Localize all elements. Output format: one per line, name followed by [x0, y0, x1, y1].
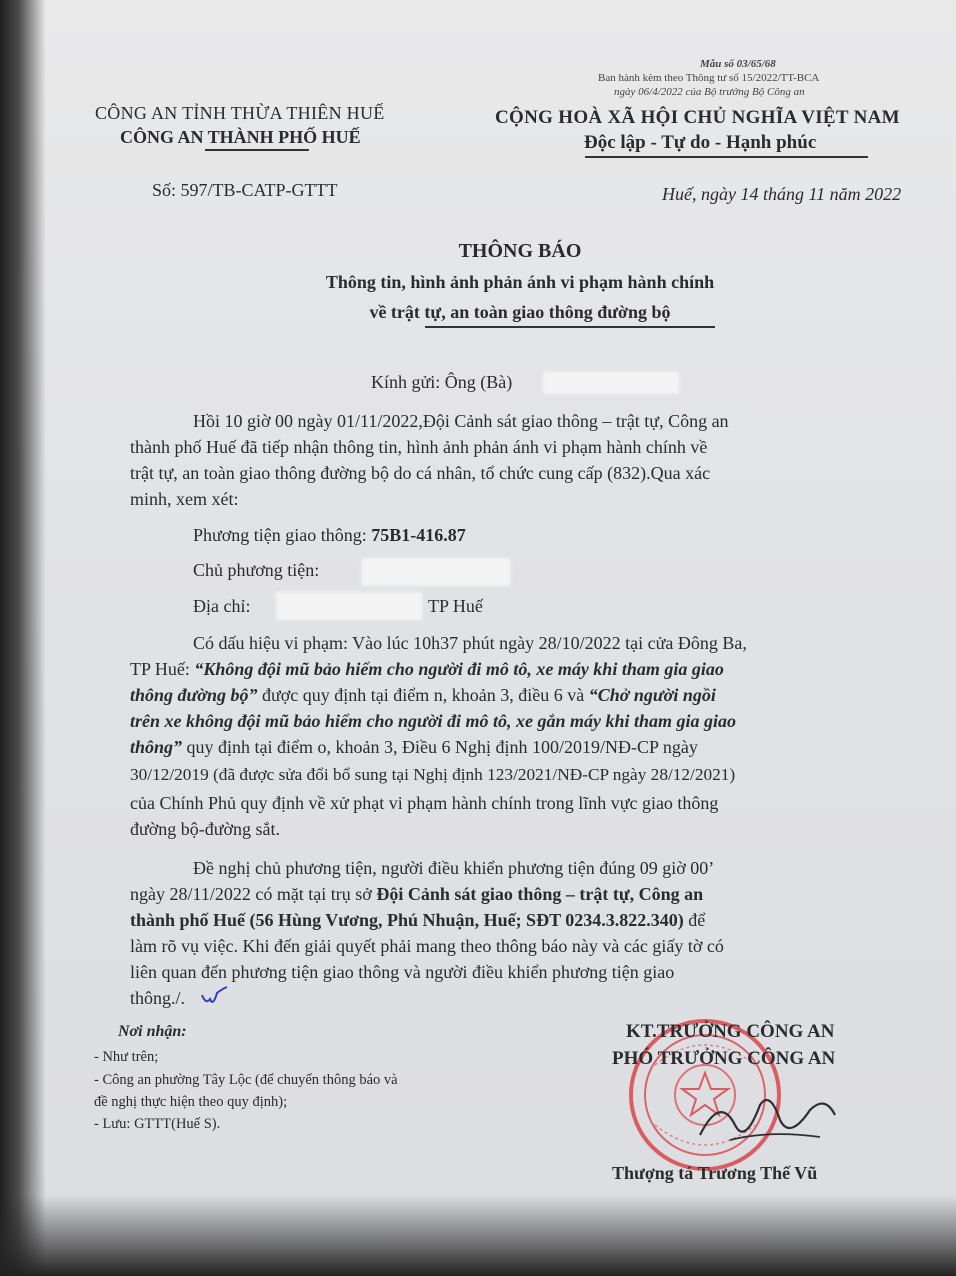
request-line6: thông./.	[130, 988, 186, 1008]
violation-line7: của Chính Phủ quy định về xử phạt vi phạm hành chính trong lĩnh vực giao thông	[130, 793, 719, 813]
redacted-owner	[362, 558, 510, 586]
violation-line5: thông” quy định tại điểm o, khoản 3, Điều 6 Nghị định 100/2019/NĐ-CP ngày	[130, 737, 698, 757]
photo-left-shadow	[0, 0, 46, 1276]
vehicle-label: Phương tiện giao thông:	[193, 525, 372, 545]
agency-underline	[205, 149, 309, 151]
document-subtitle-1: Thông tin, hình ảnh phản ánh vi phạm hành chính	[325, 272, 715, 292]
address-suffix: TP Huế	[428, 596, 483, 616]
document-title: THÔNG BÁO	[458, 240, 582, 262]
request-line4: làm rõ vụ việc. Khi đến giải quyết phải mang theo thông báo này và các giấy tờ có	[130, 936, 724, 956]
handwritten-signature	[690, 1085, 840, 1155]
body-p1-line1: Hồi 10 giờ 00 ngày 01/11/2022,Đội Cảnh sát giao thông – trật tự, Công an	[193, 411, 729, 431]
violation-line6: 30/12/2019 (đã được sửa đổi bổ sung tại Nghị định 123/2021/NĐ-CP ngày 28/12/2021)	[130, 765, 736, 784]
recipient-item-1: - Như trên;	[94, 1049, 159, 1065]
body-p1-line4: minh, xem xét:	[130, 489, 239, 509]
address-label: Địa chỉ:	[193, 596, 251, 616]
redacted-recipient-name	[543, 372, 679, 394]
salutation: Kính gửi: Ông (Bà)	[371, 372, 513, 392]
recipient-item-4: - Lưu: GTTT(Huế S).	[94, 1116, 221, 1132]
violation-line8: đường bộ-đường sắt.	[130, 819, 281, 839]
vehicle-line	[193, 522, 466, 548]
place-date: Huế, ngày 14 tháng 11 năm 2022	[662, 184, 902, 204]
form-issued-line1: Ban hành kèm theo Thông tư số 15/2022/TT-BCA	[598, 72, 820, 84]
request-line1: Đề nghị chủ phương tiện, người điều khiển phương tiện đúng 09 giờ 00’	[193, 858, 715, 878]
national-title: CỘNG HOÀ XÃ HỘI CHỦ NGHĨA VIỆT NAM	[495, 107, 900, 128]
violation-line3: thông đường bộ” được quy định tại điểm n, khoản 3, điều 6 và “Chở người ngồi	[130, 685, 716, 705]
body-p1-line3: trật tự, an toàn giao thông đường bộ do cá nhân, tổ chức cung cấp (832).Qua xác	[130, 463, 711, 483]
agency-name: CÔNG AN THÀNH PHỐ HUẾ	[120, 127, 361, 147]
redacted-address	[276, 592, 422, 620]
request-line3: thành phố Huế (56 Hùng Vương, Phú Nhuận, Huế; SĐT 0234.3.822.340) để	[130, 910, 706, 930]
owner-label: Chủ phương tiện:	[193, 560, 320, 580]
form-number: Mẫu số 03/65/68	[700, 58, 776, 70]
request-line5: liên quan đến phương tiện giao thông và người điều khiển phương tiện giao	[130, 962, 675, 982]
recipient-item-3: đề nghị thực hiện theo quy định);	[94, 1094, 288, 1110]
agency-parent: CÔNG AN TỈNH THỪA THIÊN HUẾ	[95, 103, 385, 123]
signer-name: Thượng tá Trương Thế Vũ	[612, 1163, 818, 1183]
signature-title-1: KT.TRƯỞNG CÔNG AN	[626, 1021, 835, 1042]
violation-line1: Có dấu hiệu vi phạm: Vào lúc 10h37 phút ngày 28/10/2022 tại cửa Đông Ba,	[193, 633, 747, 653]
signature-title-2: PHÓ TRƯỞNG CÔNG AN	[612, 1048, 836, 1069]
pen-check-icon	[200, 985, 230, 1009]
form-issued-line2: ngày 06/4/2022 của Bộ trưởng Bộ Công an	[614, 86, 805, 98]
national-motto: Độc lập - Tự do - Hạnh phúc	[584, 132, 817, 153]
vehicle-plate: 75B1-416.87	[371, 525, 466, 545]
subtitle-underline	[425, 326, 715, 328]
recipient-item-2: - Công an phường Tây Lộc (để chuyển thông báo và	[94, 1072, 398, 1088]
motto-underline	[585, 156, 868, 158]
request-line2: ngày 28/11/2022 có mặt tại trụ sở Đội Cảnh sát giao thông – trật tự, Công an	[130, 884, 704, 904]
photo-bottom-shadow	[0, 1195, 956, 1276]
violation-line4: trên xe không đội mũ bảo hiểm cho người đi mô tô, xe gắn máy khi tham gia giao	[130, 711, 737, 731]
body-p1-line2: thành phố Huế đã tiếp nhận thông tin, hình ảnh phản ánh vi phạm hành chính về	[130, 437, 708, 457]
recipients-heading: Nơi nhận:	[118, 1023, 187, 1040]
document-number: Số: 597/TB-CATP-GTTT	[152, 180, 338, 200]
violation-line2: TP Huế: “Không đội mũ bảo hiểm cho người đi mô tô, xe máy khi tham gia giao	[130, 659, 724, 679]
document-subtitle-2: về trật tự, an toàn giao thông đường bộ	[369, 302, 671, 322]
